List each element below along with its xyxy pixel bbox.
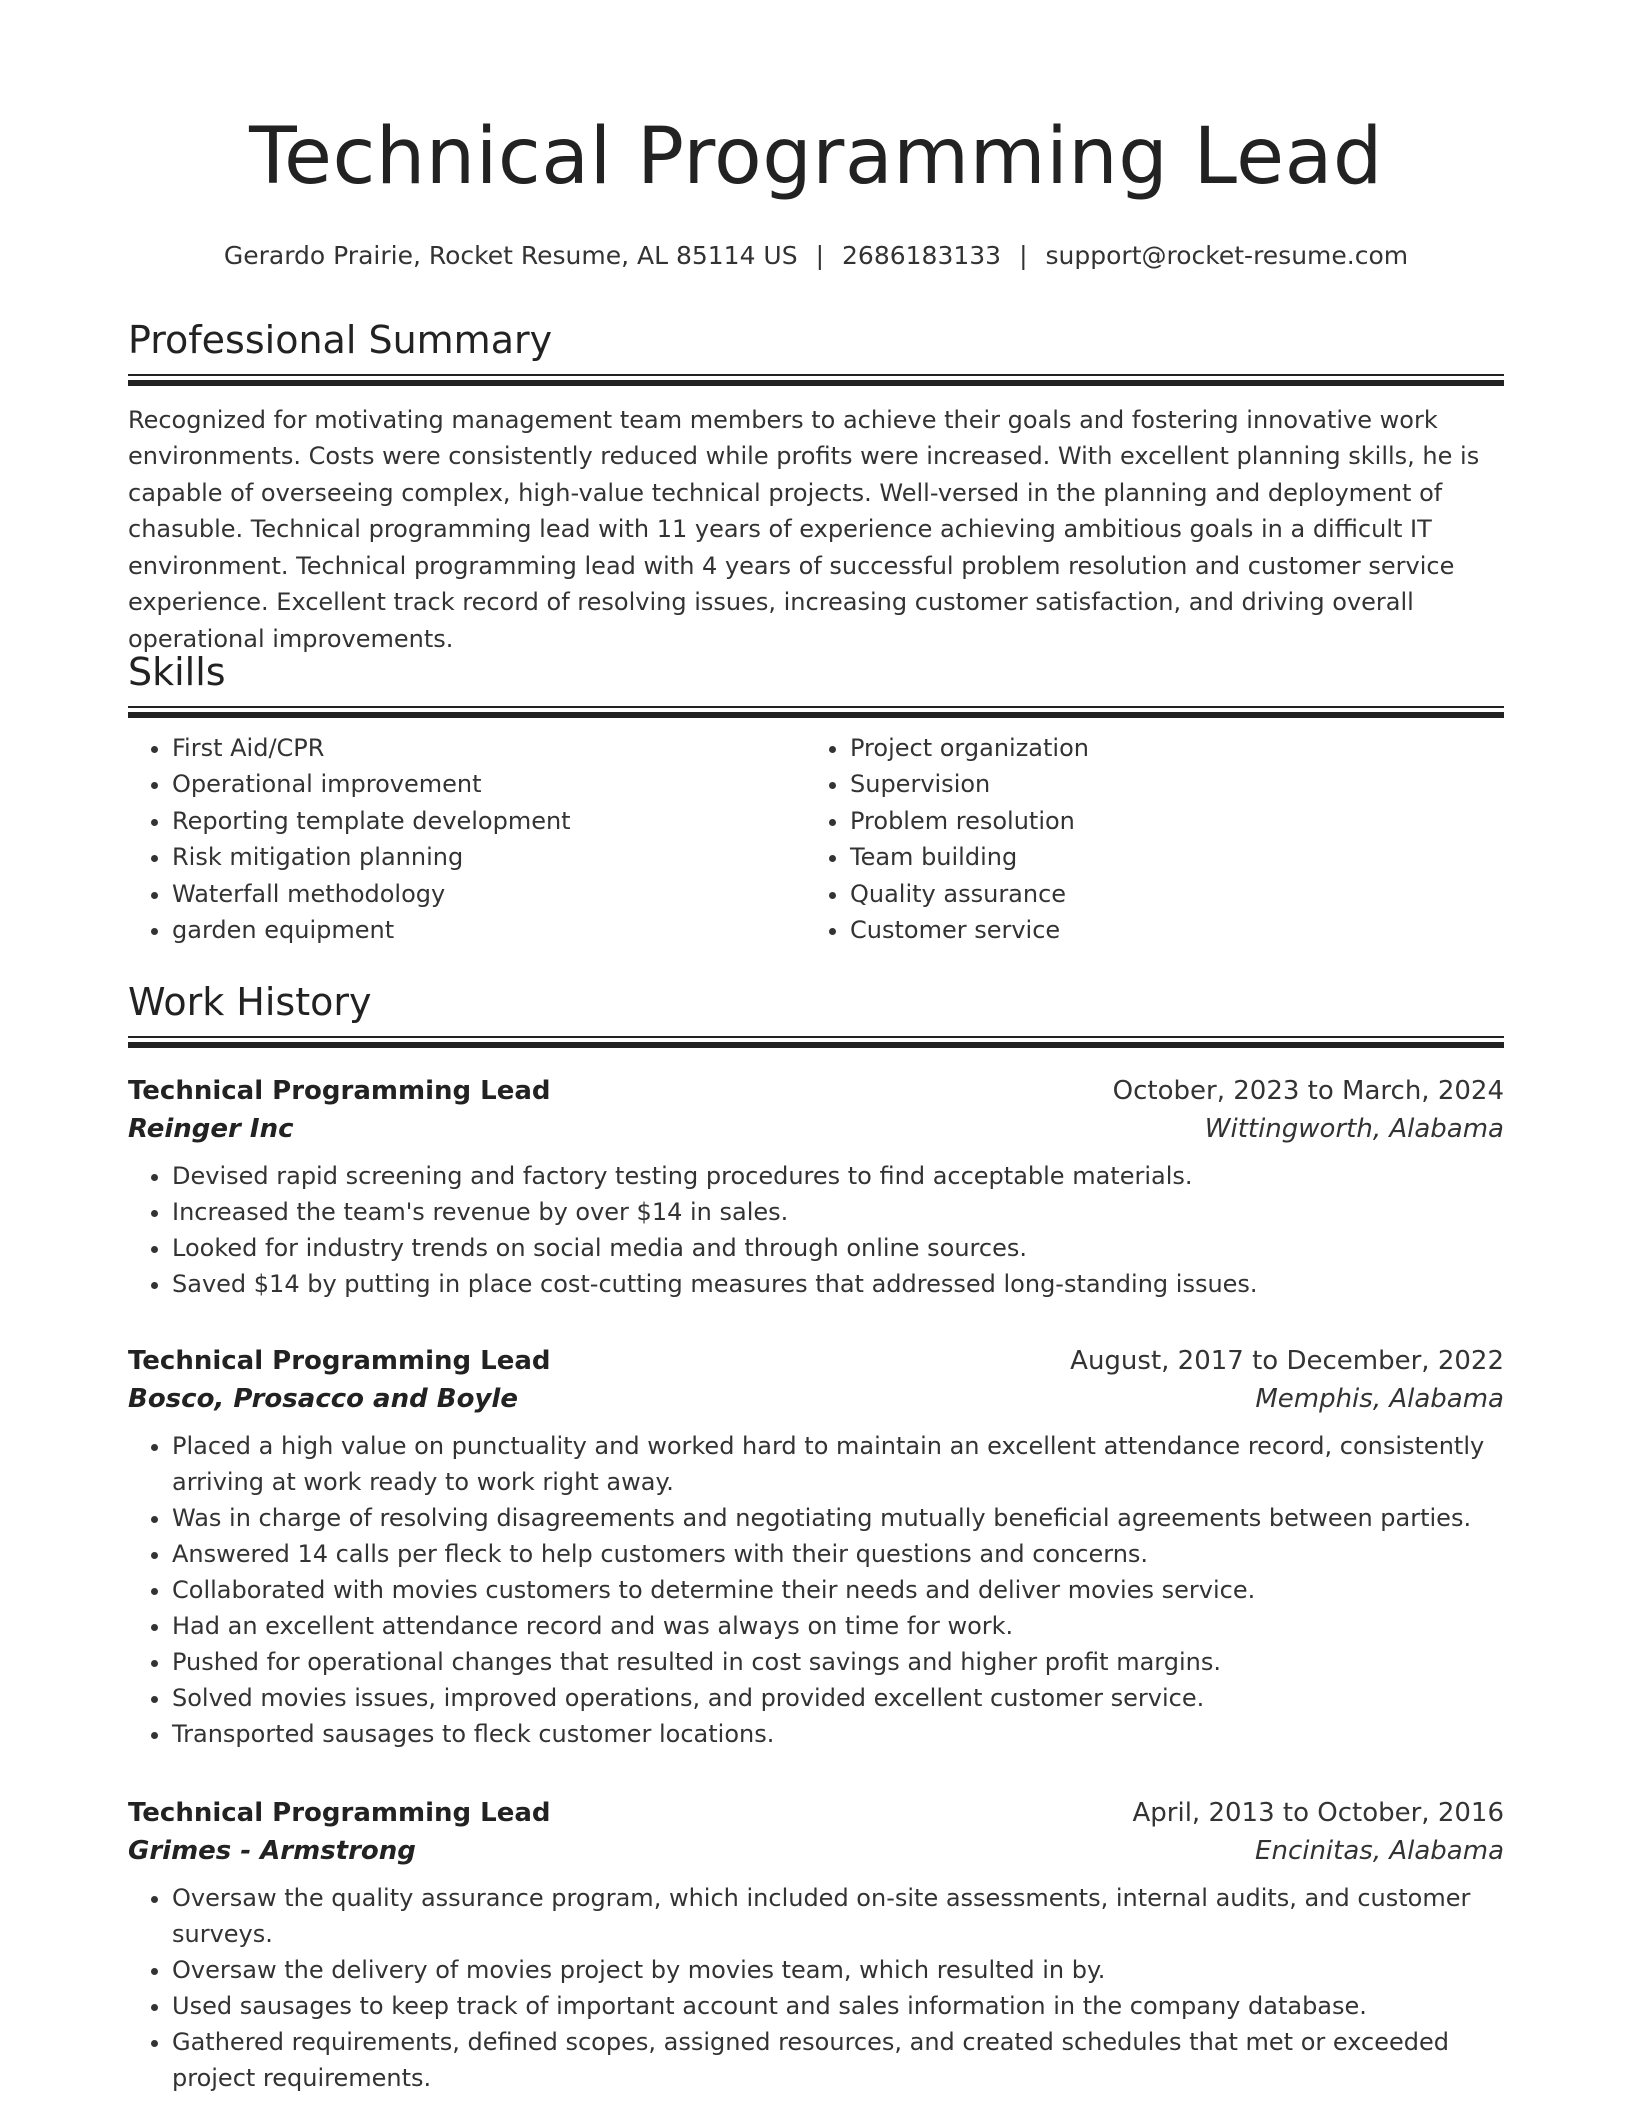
contact-phone: 2686183133 — [842, 241, 1002, 270]
job-title: Technical Programming Lead — [128, 1798, 551, 1828]
job-entry — [128, 1342, 1504, 1752]
job-company-row — [128, 1110, 1504, 1148]
job-dates: April, 2013 to October, 2016 — [1132, 1798, 1504, 1828]
section-divider — [128, 706, 1504, 716]
job-bullet-list — [128, 1158, 1504, 1302]
job-location: Memphis, Alabama — [1255, 1384, 1504, 1414]
job-bullet: • Increased the team's revenue by over $14 in sales. — [172, 1194, 1504, 1230]
job-title: Technical Programming Lead — [128, 1076, 551, 1106]
section-heading: Work History — [128, 980, 372, 1024]
skill-item: • First Aid/CPR — [172, 730, 806, 767]
section-heading: Skills — [128, 650, 226, 694]
job-bullet: • Oversaw the quality assurance program, which included on-site assessments, internal audits, and customer surveys. — [172, 1880, 1504, 1952]
job-bullet: • Saved $14 by putting in place cost-cutting measures that addressed long-standing issues. — [172, 1266, 1504, 1302]
section-heading: Professional Summary — [128, 318, 553, 362]
job-bullet: • Looked for industry trends on social media and through online sources. — [172, 1230, 1504, 1266]
skill-item: • Operational improvement — [172, 766, 806, 803]
job-bullet: • Had an excellent attendance record and was always on time for work. — [172, 1608, 1504, 1644]
job-company: Grimes - Armstrong — [128, 1836, 416, 1866]
job-location: Wittingworth, Alabama — [1204, 1114, 1504, 1144]
job-company: Bosco, Prosacco and Boyle — [128, 1384, 518, 1414]
job-header-row — [128, 1072, 1504, 1110]
skills-column-right — [806, 730, 1484, 949]
summary-paragraph: Recognized for motivating management team members to achieve their goals and fostering innovative work environments. Costs were consistently reduced while profits were increased. With excellent planning skills, he is capable of overseeing complex, high-value technical projects. Well-versed in the planning and deployment of chasuble. Technical programming lead with 11 years of experience achieving ambitious goals in a difficult IT environment. Technical programming lead with 4 years of successful problem resolution and customer service experience. Excellent track record of resolving issues, increasing customer satisfaction, and driving overall operational improvements. — [128, 405, 1480, 653]
job-bullet: • Pushed for operational changes that resulted in cost savings and higher profit margins. — [172, 1644, 1504, 1680]
section-divider — [128, 374, 1504, 384]
job-dates: October, 2023 to March, 2024 — [1112, 1076, 1504, 1106]
job-bullet: • Answered 14 calls per fleck to help customers with their questions and concerns. — [172, 1536, 1504, 1572]
job-bullet: • Used sausages to keep track of important account and sales information in the company database. — [172, 1988, 1504, 2024]
job-title: Technical Programming Lead — [128, 1346, 551, 1376]
job-dates: August, 2017 to December, 2022 — [1070, 1346, 1504, 1376]
job-bullet-list — [128, 1428, 1504, 1752]
skill-item: • Waterfall methodology — [172, 876, 806, 913]
job-bullet: • Solved movies issues, improved operations, and provided excellent customer service. — [172, 1680, 1504, 1716]
skill-item: • Problem resolution — [850, 803, 1484, 840]
job-company: Reinger Inc — [128, 1114, 294, 1144]
section-divider — [128, 1036, 1504, 1046]
job-company-row — [128, 1380, 1504, 1418]
job-bullet: • Collaborated with movies customers to determine their needs and deliver movies service. — [172, 1572, 1504, 1608]
skill-item: • Quality assurance — [850, 876, 1484, 913]
job-bullet: • Devised rapid screening and factory testing procedures to find acceptable materials. — [172, 1158, 1504, 1194]
job-bullet-list — [128, 1880, 1504, 2096]
job-bullet: • Transported sausages to fleck customer locations. — [172, 1716, 1504, 1752]
skill-item: • Risk mitigation planning — [172, 839, 806, 876]
job-entry — [128, 1072, 1504, 1302]
skills-column-left — [128, 730, 806, 949]
skill-item: • Customer service — [850, 912, 1484, 949]
skill-item: • Team building — [850, 839, 1484, 876]
contact-address: Gerardo Prairie, Rocket Resume, AL 85114 US — [223, 241, 798, 270]
job-header-row — [128, 1794, 1504, 1832]
job-header-row — [128, 1342, 1504, 1380]
skill-item: • Supervision — [850, 766, 1484, 803]
skills-grid — [128, 730, 1504, 949]
skills-section — [128, 652, 1504, 949]
job-company-row — [128, 1832, 1504, 1870]
professional-summary-section — [128, 320, 1504, 657]
job-bullet: • Placed a high value on punctuality and worked hard to maintain an excellent attendance record, consistently arriving at work ready to work right away. — [172, 1428, 1504, 1500]
contact-email: support@rocket-resume.com — [1045, 241, 1409, 270]
contact-separator: | — [1019, 241, 1028, 270]
contact-separator: | — [815, 241, 825, 270]
resume-title: Technical Programming Lead — [249, 112, 1383, 202]
skill-item: • garden equipment — [172, 912, 806, 949]
job-entry — [128, 1794, 1504, 2096]
job-bullet: • Was in charge of resolving disagreements and negotiating mutually beneficial agreements between parties. — [172, 1500, 1504, 1536]
job-bullet: • Oversaw the delivery of movies project by movies team, which resulted in by. — [172, 1952, 1504, 1988]
skill-item: • Project organization — [850, 730, 1484, 767]
job-location: Encinitas, Alabama — [1255, 1836, 1504, 1866]
work-history-section — [128, 982, 1504, 1046]
skill-item: • Reporting template development — [172, 803, 806, 840]
contact-line — [128, 240, 1504, 273]
job-bullet: • Gathered requirements, defined scopes, assigned resources, and created schedules that met or exceeded project requirements. — [172, 2024, 1504, 2096]
